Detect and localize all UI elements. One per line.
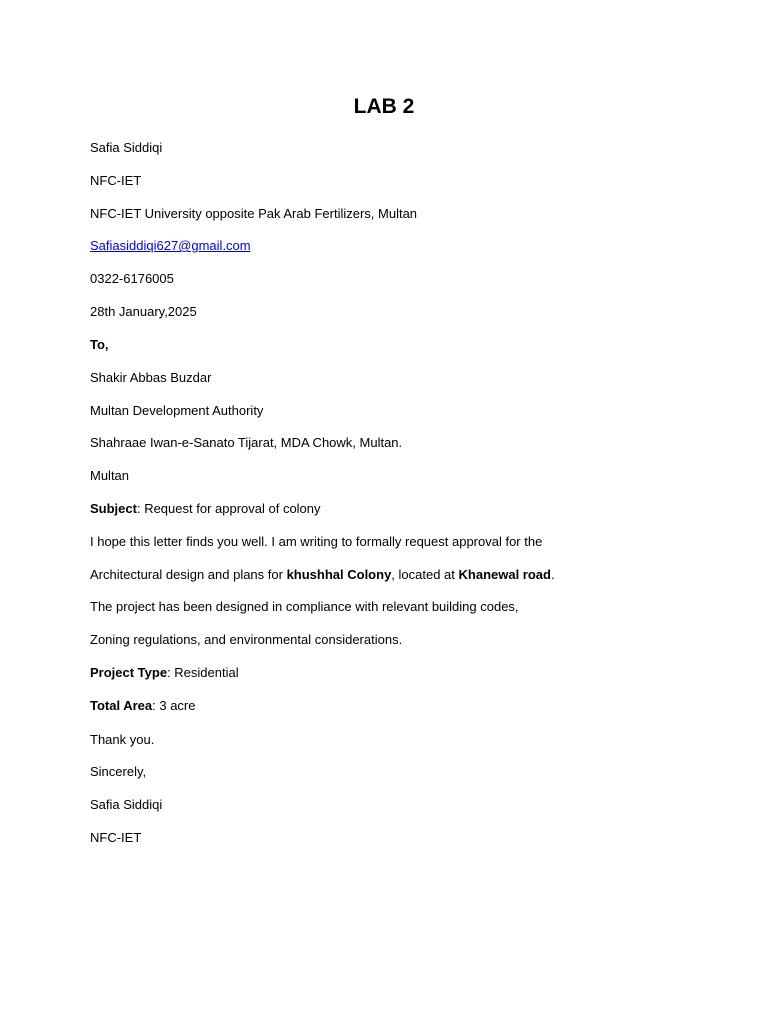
project-type-label: Project Type — [90, 665, 168, 680]
body-line-4: Zoning regulations, and environmental considerations. — [90, 632, 403, 647]
sender-email-link[interactable]: Safiasiddiqi627@gmail.com — [90, 238, 251, 253]
project-type-value: : Residential — [167, 665, 239, 680]
subject-text: : Request for approval of colony — [136, 501, 321, 516]
body-line-2 — [90, 566, 555, 584]
sender-name: Safia Siddiqi — [90, 140, 163, 155]
recipient-city: Multan — [90, 468, 130, 483]
body-line-2-mid: , located at — [391, 567, 459, 582]
sender-email-row — [90, 237, 251, 255]
document-title: LAB 2 — [353, 95, 415, 118]
subject-label: Subject — [90, 501, 137, 516]
project-type-line — [90, 664, 239, 682]
subject-line — [90, 500, 321, 518]
letter-date: 28th January,2025 — [90, 304, 197, 319]
road-name: Khanewal road — [458, 567, 551, 582]
sender-address: NFC-IET University opposite Pak Arab Fertilizers, Multan — [90, 206, 418, 221]
total-area-label: Total Area — [90, 698, 153, 713]
recipient-address: Shahraae Iwan-e-Sanato Tijarat, MDA Chowk, Multan. — [90, 435, 403, 450]
closing-institution: NFC-IET — [90, 830, 142, 845]
body-line-2-pre: Architectural design and plans for — [90, 567, 287, 582]
total-area-line — [90, 697, 195, 715]
closing-thanks: Thank you. — [90, 732, 155, 747]
closing-name: Safia Siddiqi — [90, 797, 163, 812]
total-area-value: : 3 acre — [152, 698, 196, 713]
sender-institution: NFC-IET — [90, 173, 142, 188]
colony-name: khushhal Colony — [286, 567, 392, 582]
body-line-3: The project has been designed in compliance with relevant building codes, — [90, 599, 519, 614]
recipient-salutation: To, — [90, 337, 109, 352]
closing-sign-off: Sincerely, — [90, 764, 147, 779]
recipient-organization: Multan Development Authority — [90, 403, 264, 418]
body-line-2-end: . — [550, 567, 555, 582]
sender-phone: 0322-6176005 — [90, 271, 174, 286]
body-line-1: I hope this letter finds you well. I am writing to formally request approval for the — [90, 534, 543, 549]
recipient-name: Shakir Abbas Buzdar — [90, 370, 212, 385]
